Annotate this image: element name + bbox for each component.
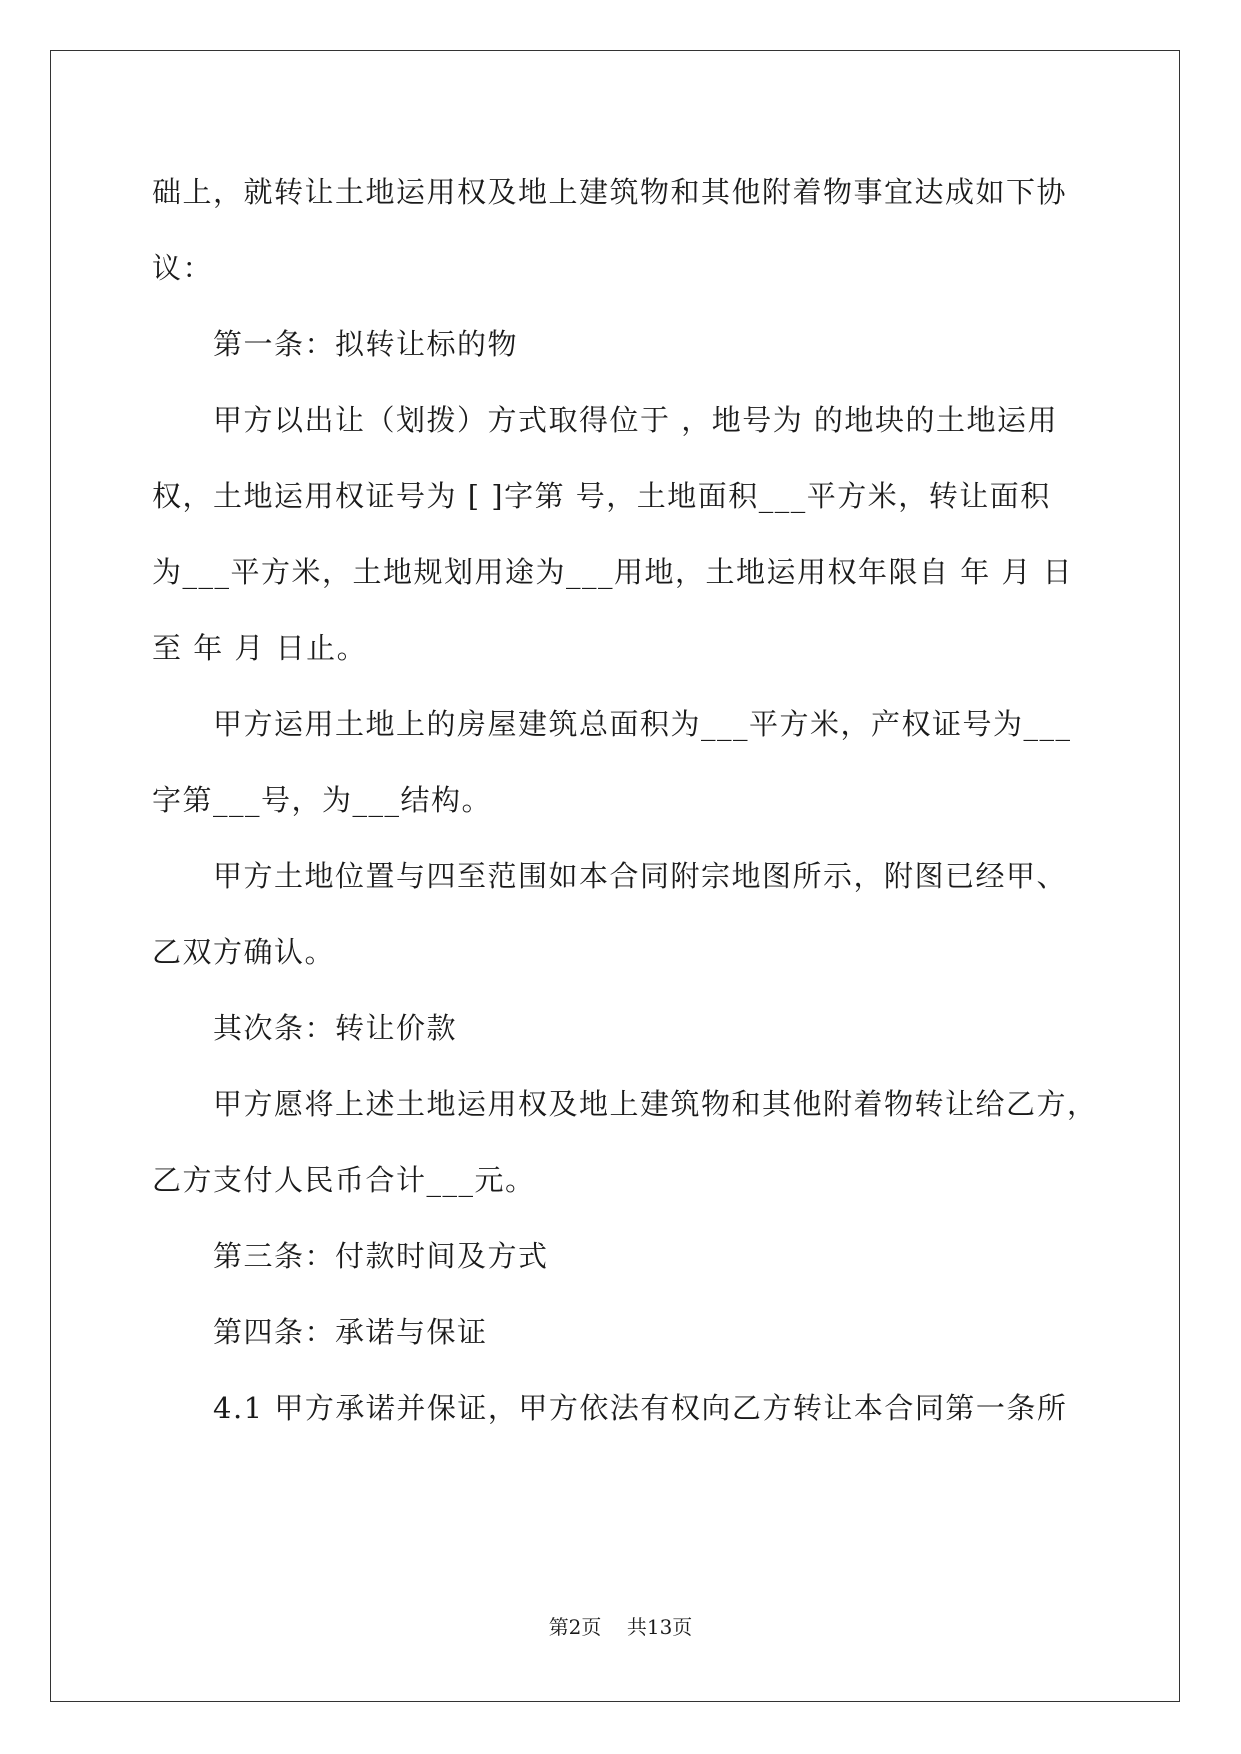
text-line: 甲方以出让（划拨）方式取得位于 ，地号为 的地块的土地运用: [213, 403, 1058, 437]
article-heading: 第三条：付款时间及方式: [213, 1239, 549, 1273]
page-number: 第2页: [548, 1615, 602, 1639]
text-line: 础上，就转让土地运用权及地上建筑物和其他附着物事宜达成如下协: [152, 175, 1068, 209]
text-line: 至 年 月 日止。: [152, 631, 368, 665]
article-heading: 第四条：承诺与保证: [213, 1315, 488, 1349]
page-total: 共13页: [626, 1615, 693, 1639]
text-line: 甲方运用土地上的房屋建筑总面积为___平方米，产权证号为___: [213, 707, 1072, 741]
text-line: 乙方支付人民币合计___元。: [152, 1163, 536, 1197]
page-footer: [0, 1614, 1241, 1640]
text-line: 为___平方米，土地规划用途为___用地，土地运用权年限自 年 月 日: [152, 555, 1074, 589]
article-heading: 其次条：转让价款: [213, 1011, 458, 1045]
text-line: 字第___号，为___结构。: [152, 783, 493, 817]
text-line: 权，土地运用权证号为 [ ]字第 号，土地面积___平方米，转让面积: [152, 479, 1051, 513]
text-line: 甲方土地位置与四至范围如本合同附宗地图所示，附图已经甲、: [213, 859, 1068, 893]
text-line: 乙双方确认。: [152, 935, 336, 969]
text-line: 4.1 甲方承诺并保证，甲方依法有权向乙方转让本合同第一条所: [213, 1391, 1068, 1425]
text-line: 议：: [152, 251, 214, 285]
text-line: 甲方愿将上述土地运用权及地上建筑物和其他附着物转让给乙方，: [213, 1087, 1098, 1121]
article-heading: 第一条：拟转让标的物: [213, 327, 519, 361]
